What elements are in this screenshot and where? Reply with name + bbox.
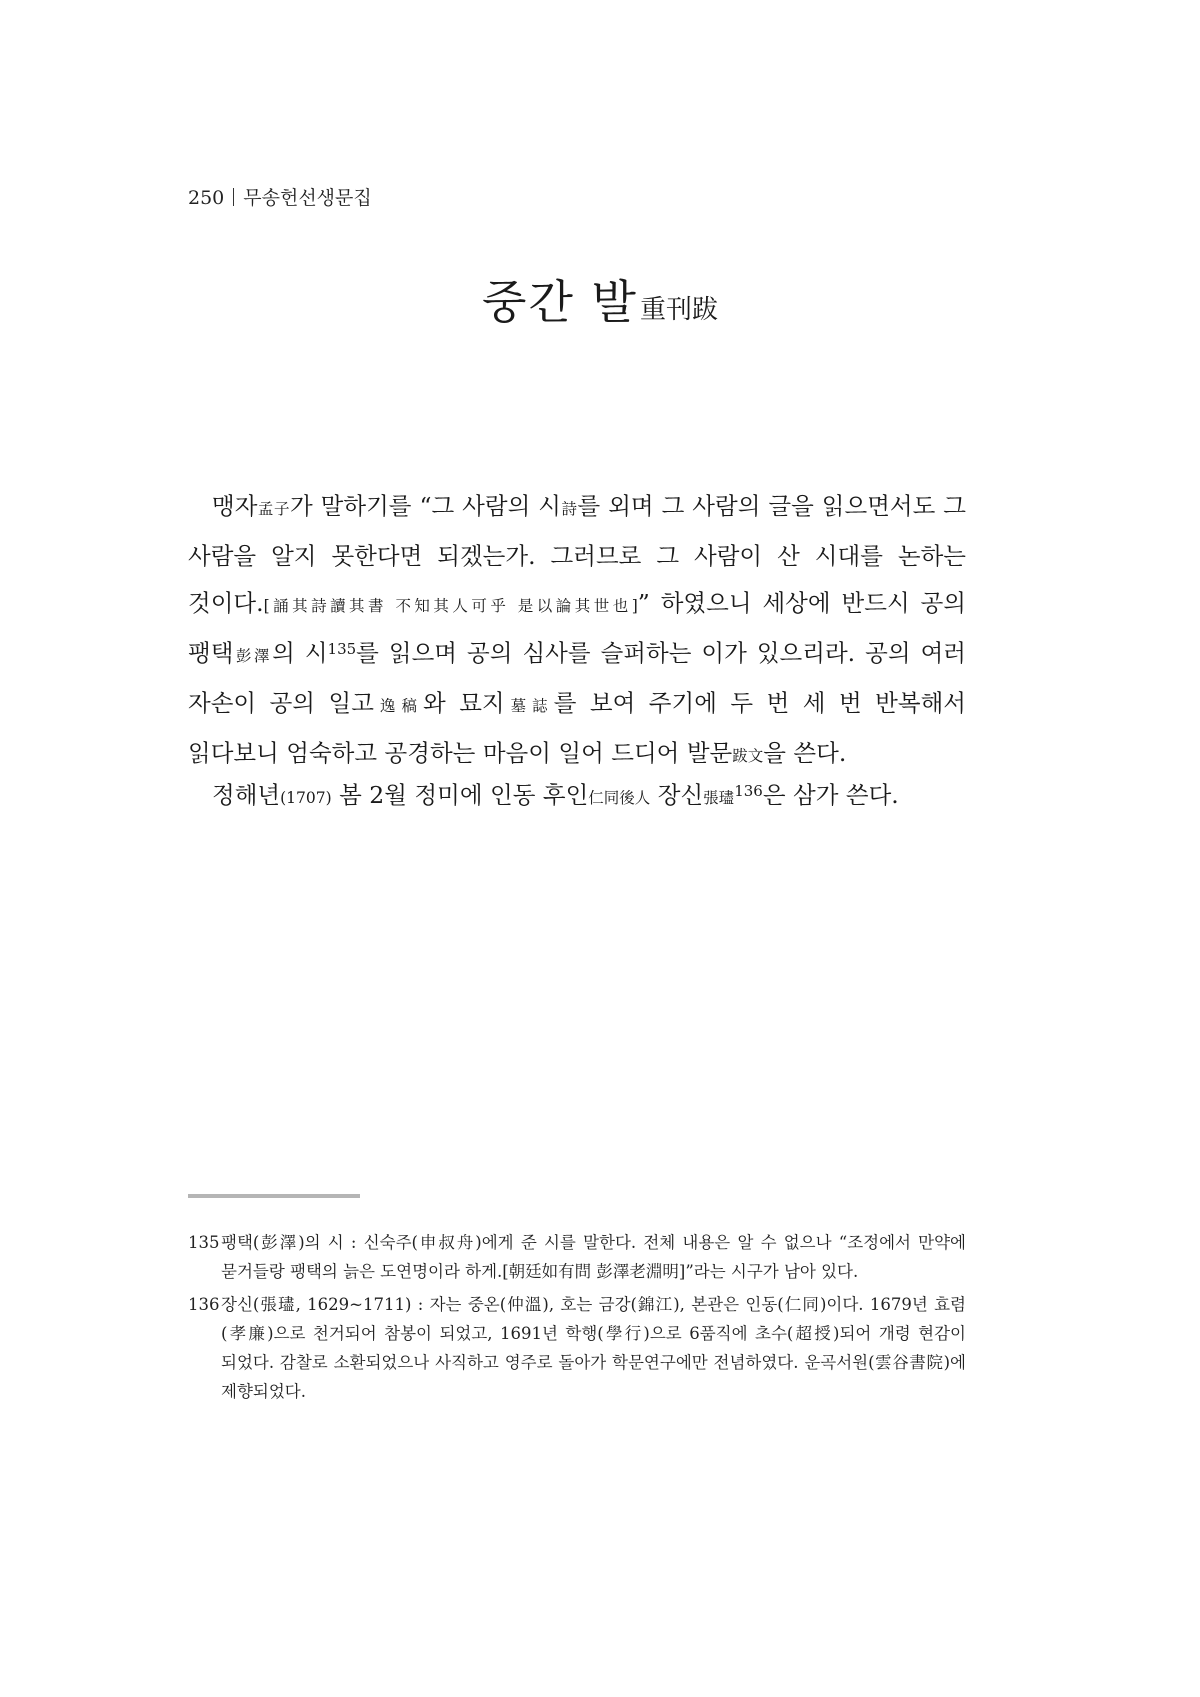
running-head — [188, 186, 372, 210]
p2-text-3: 장신 — [650, 781, 704, 809]
title-hanja: 重刊跋 — [639, 295, 718, 325]
p1-text-3: 를 외며 그 사람의 글을 읽으면서도 그 사람을 알지 못한다면 되겠는가. 그러므로 그 사람이 산 시대를 논하는 것이다. — [188, 492, 966, 617]
p2-hanja-3: 張璶 — [703, 789, 735, 807]
p1-text-6: 를 읽으며 공의 심사를 슬퍼하는 이가 있으리라. 공의 여러 자손이 공의 일고 — [188, 639, 966, 717]
p2-text-2: 봄 2월 정미에 인동 후인 — [331, 781, 589, 809]
header-divider — [233, 188, 234, 206]
body-paragraph-2 — [188, 772, 966, 822]
page-title — [0, 272, 1200, 340]
p1-hanja-4: 彭澤 — [233, 647, 273, 665]
footnote-number: 136 — [188, 1295, 220, 1314]
p1-hanja-6: 逸稿 — [373, 697, 423, 715]
p2-text-1: 정해년 — [212, 781, 281, 809]
body-paragraph-1 — [188, 483, 966, 780]
p1-text-4: ” 하였으니 세상에 반드시 공의 팽택 — [188, 589, 967, 667]
p1-hanja-7: 墓誌 — [504, 697, 554, 715]
p2-hanja-2: 仁同後人 — [588, 789, 651, 807]
footnote-text: 장신(張璶, 1629~1711) : 자는 중온(仲溫), 호는 금강(錦江), 본관은 인동(仁同)이다. 1679년 효렴(孝廉)으로 천거되어 참봉이 되었고, 1691년 학행(學行)으로 6품직에 초수(超授)되어 개령 현감이 되었다. 감찰로 소환되었으나 사직하고 영주로 돌아가 학문연구에만 전념하였다. 운곡서원(雲谷書院)에 제향되었다. — [221, 1295, 966, 1401]
p1-text-2: 가 말하기를 “그 사람의 시 — [289, 492, 561, 520]
p1-text-1: 맹자 — [212, 492, 258, 520]
footnotes — [188, 1228, 966, 1410]
book-title: 무송헌선생문집 — [243, 187, 372, 209]
p1-hanja-1: 孟子 — [257, 500, 290, 518]
p1-text-7: 와 묘지 — [423, 689, 505, 717]
footnote-number: 135 — [188, 1233, 220, 1252]
footnote-ref-135[interactable]: 135 — [327, 640, 357, 658]
footnote-text: 팽택(彭澤)의 시 : 신숙주(申叔舟)에게 준 시를 말한다. 전체 내용은 알 수 없으나 “조정에서 만약에 묻거들랑 팽택의 늙은 도연명이라 하게.[朝廷如有問 彭澤老淵明]”라는 시구가 남아 있다. — [221, 1233, 966, 1281]
title-korean: 중간 발 — [482, 275, 638, 329]
p1-hanja-8: 跋文 — [732, 747, 764, 765]
p1-text-8: 를 보여 주기에 두 번 세 번 반복해서 읽다보니 엄숙하고 공경하는 마음이 일어 드디어 발문 — [188, 689, 966, 767]
p1-hanja-2: 詩 — [560, 500, 578, 518]
footnote-ref-136[interactable]: 136 — [734, 782, 763, 800]
p2-text-4: 은 삼가 쓴다. — [762, 781, 899, 809]
p1-text-9: 을 쓴다. — [763, 739, 847, 767]
page-number: 250 — [188, 187, 225, 209]
footnote-divider — [188, 1194, 360, 1198]
p1-text-5: 의 시 — [272, 639, 328, 667]
p1-hanja-quote: [誦其詩讀其書 不知其人可乎 是以論其世也] — [263, 597, 638, 615]
footnote-135 — [188, 1228, 966, 1286]
footnote-136 — [188, 1290, 966, 1406]
p2-year: (1707) — [280, 789, 332, 807]
